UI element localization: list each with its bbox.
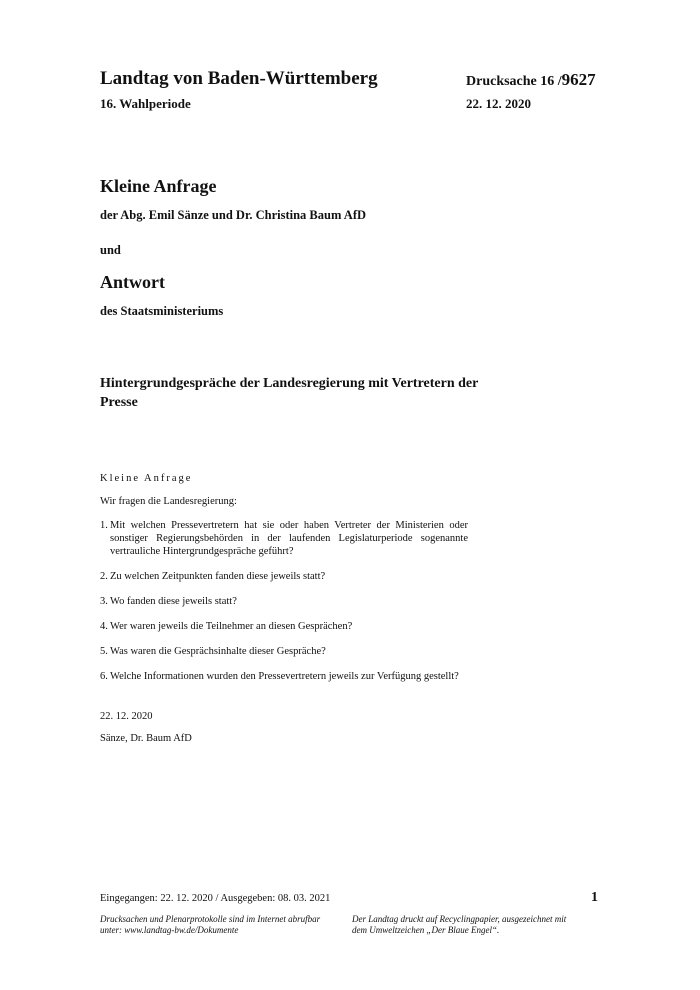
legislative-period: 16. Wahlperiode	[100, 96, 191, 111]
question-item	[100, 645, 468, 658]
question-text: Mit welchen Pressevertretern hat sie oder haben Vertreter der Ministerien oder sonstiger Regierungsbehörden in der laufenden Legislaturperiode sogenannte vertrauliche Hintergrundgespräche geführt?	[110, 520, 468, 557]
question-text: Wer waren jeweils die Teilnehmer an diesen Gesprächen?	[110, 621, 353, 632]
question-number: 1.	[100, 520, 108, 531]
question-number: 6.	[100, 671, 108, 682]
inquiry-title: Kleine Anfrage	[100, 176, 217, 196]
question-item	[100, 595, 468, 608]
question-item	[100, 620, 468, 633]
question-number: 5.	[100, 646, 108, 657]
answer-source: des Staatsministeriums	[100, 304, 224, 318]
question-text: Wo fanden diese jeweils statt?	[110, 596, 237, 607]
document-number	[466, 70, 596, 90]
document-number-value: 9627	[561, 70, 596, 89]
body-section-label: Kleine Anfrage	[100, 473, 193, 484]
question-text: Zu welchen Zeitpunkten fanden diese jeweils statt?	[110, 571, 326, 582]
question-list	[100, 519, 468, 695]
question-item	[100, 570, 468, 583]
document-date: 22. 12. 2020	[466, 96, 531, 111]
question-item	[100, 670, 468, 683]
signature-date: 22. 12. 2020	[100, 711, 153, 722]
parliament-name: Landtag von Baden-Württemberg	[100, 68, 378, 89]
question-text: Was waren die Gesprächsinhalte dieser Gespräche?	[110, 646, 326, 657]
topic-heading: Hintergrundgespräche der Landesregierung mit Vertretern der Presse	[100, 376, 479, 410]
answer-title: Antwort	[100, 272, 165, 292]
question-text: Welche Informationen wurden den Pressevertretern jeweils zur Verfügung gestellt?	[110, 671, 459, 682]
inquiry-authors: der Abg. Emil Sänze und Dr. Christina Baum AfD	[100, 208, 367, 222]
question-number: 2.	[100, 571, 108, 582]
signature-names: Sänze, Dr. Baum AfD	[100, 733, 192, 744]
question-number: 3.	[100, 596, 108, 607]
intro-text: Wir fragen die Landesregierung:	[100, 496, 237, 507]
question-item	[100, 519, 468, 558]
footnote-recycling: Der Landtag druckt auf Recyclingpapier, ausgezeichnet mit dem Umweltzeichen „Der Blaue Engel“.	[352, 914, 567, 935]
question-number: 4.	[100, 621, 108, 632]
received-issued-line: Eingegangen: 22. 12. 2020 / Ausgegeben: 08. 03. 2021	[100, 893, 331, 904]
document-label: Drucksache 16 /	[466, 74, 562, 89]
footnote-internet: Drucksachen und Plenarprotokolle sind im Internet abrufbar unter: www.landtag-bw.de/Dokumente	[100, 914, 321, 935]
page-number: 1	[591, 890, 598, 905]
and-connector: und	[100, 243, 121, 257]
